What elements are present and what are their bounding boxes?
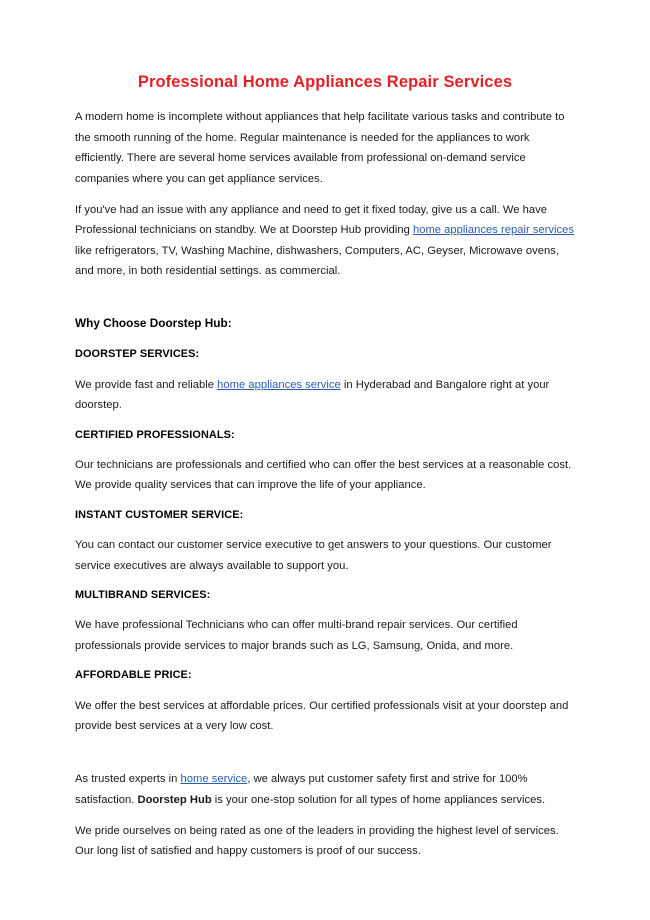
intro-paragraph-2-text-before: If you've had an issue with any appliance and need to get it fixed today, give us a call. We have Professional technicians on standby. We at Doorstep Hub providing [75, 203, 547, 237]
section-heading-why-choose: Why Choose Doorstep Hub: [75, 316, 232, 331]
instant-customer-service-paragraph: You can contact our customer service executive to get answers to your questions. Our customer service executives are always available to support you. [75, 539, 552, 572]
intro-paragraph-1 [75, 107, 575, 189]
sub-heading-multibrand-services: MULTIBRAND SERVICES: [75, 588, 211, 601]
affordable-price-paragraph: We offer the best services at affordable prices. Our certified professionals visit at your doorstep and provide best services at a very low cost. [75, 699, 569, 732]
multibrand-services-paragraph: We have professional Technicians who can offer multi-brand repair services. Our certified professionals provide services to major brands such as LG, Samsung, Onida, and more. [75, 619, 518, 652]
closing-paragraph-2: We pride ourselves on being rated as one of the leaders in providing the highest level of services. Our long list of satisfied and happy customers is proof of our success. [75, 825, 559, 858]
sub-heading-affordable-price: AFFORDABLE PRICE: [75, 669, 192, 682]
brand-name-doorstep-hub: Doorstep Hub [137, 793, 212, 806]
closing-text-part-3: is your one-stop solution for all types of home appliances services. [211, 793, 546, 806]
link-home-appliances-repair-services[interactable]: home appliances repair services [412, 224, 575, 237]
doorstep-services-text-before: We provide fast and reliable [75, 378, 218, 391]
intro-paragraph-2 [75, 200, 575, 282]
sub-heading-certified-professionals: CERTIFIED PROFESSIONALS: [75, 428, 235, 441]
sub-heading-doorstep-services: DOORSTEP SERVICES: [75, 348, 200, 361]
spacer-before-why-choose [75, 292, 575, 314]
sub-heading-instant-customer-service: INSTANT CUSTOMER SERVICE: [75, 508, 244, 521]
link-home-appliances-service[interactable]: home appliances service [217, 378, 341, 391]
closing-paragraph-1 [75, 769, 575, 810]
doorstep-services-text-after: in Hyderabad and Bangalore right at your doorstep. [75, 378, 550, 412]
certified-professionals-paragraph: Our technicians are professionals and certified who can offer the best services at a reasonable cost. We provide quality services that can improve the life of your appliance. [75, 458, 572, 492]
link-home-service[interactable]: home service [180, 773, 248, 786]
closing-text-part-1: As trusted experts in [75, 773, 181, 786]
closing-text-part-2: , we always put customer safety first and strive for 100% satisfaction. [75, 773, 528, 806]
intro-paragraph-1-text: A modern home is incomplete without appliances that help facilitate various tasks and contribute to the smooth running of the home. Regular maintenance is needed for the appliances to work efficiently. There are several home services available from professional on-demand service companies where you can get appliance services. [75, 111, 565, 185]
doorstep-services-paragraph [75, 375, 575, 416]
spacer-before-closing [75, 747, 575, 769]
page-title: Professional Home Appliances Repair Services [137, 73, 513, 91]
intro-paragraph-2-text-after: like refrigerators, TV, Washing Machine, dishwashers, Computers, AC, Geyser, Microwave ovens, and more, in both residential settings. as commercial. [75, 244, 559, 278]
